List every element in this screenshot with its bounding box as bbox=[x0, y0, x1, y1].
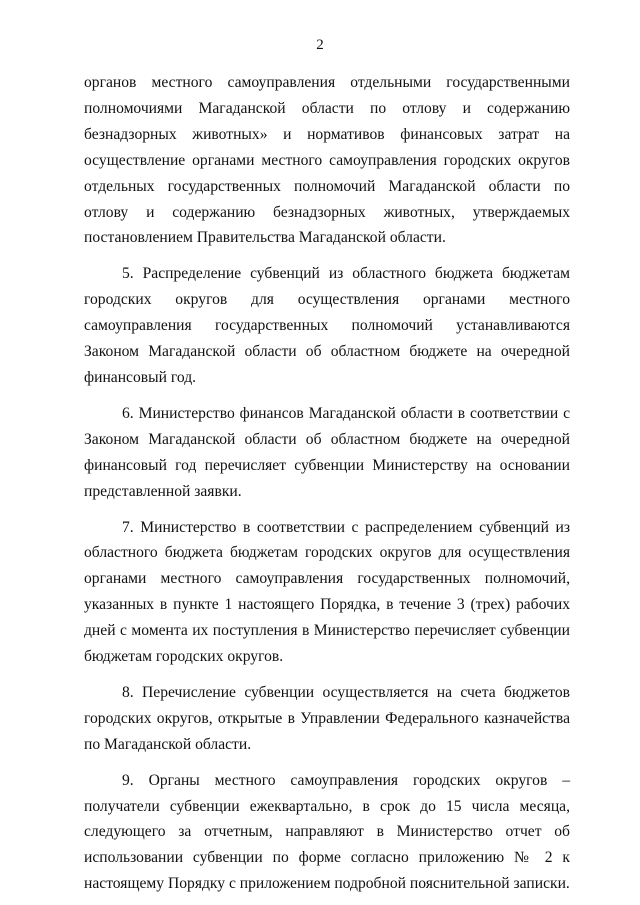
paragraph-continuation: органов местного самоуправления отдельными государственными полномочиями Магаданской области по отлову и содержанию безнадзорных животных» и нормативов финансовых затрат на осуществление органами местного самоуправления городских округов отдельных государственных полномочий Магаданской области по отлову и содержанию безнадзорных животных, утверждаемых постановлением Правительства Магаданской области. bbox=[84, 74, 570, 247]
paragraph-item-8: 8. Перечисление субвенции осуществляется на счета бюджетов городских округов, открытые в Управлении Федерального казначейства по Магаданской области. bbox=[84, 683, 570, 753]
document-body bbox=[84, 70, 570, 897]
paragraph-item-9: 9. Органы местного самоуправления городских округов – получатели субвенции ежеквартально, в срок до 15 числа месяца, следующего за отчетным, направляют в Министерство отчет об использовании субвенции по форме согласно приложению № 2 к настоящему Порядку с приложением подробной пояснительной записки. bbox=[84, 771, 570, 893]
page-number: 2 bbox=[316, 37, 324, 53]
paragraph-item-6: 6. Министерство финансов Магаданской области в соответствии с Законом Магаданской области об областном бюджете на очередной финансовый год перечисляет субвенции Министерству на основании представленной заявки. bbox=[84, 404, 570, 500]
paragraph-item-7: 7. Министерство в соответствии с распределением субвенций из областного бюджета бюджетам городских округов для осуществления органами местного самоуправления государственных полномочий, указанных в пункте 1 настоящего Порядка, в течение 3 (трех) рабочих дней с момента их поступления в Министерство перечисляет субвенции бюджетам городских округов. bbox=[84, 518, 570, 666]
paragraph-item-5: 5. Распределение субвенций из областного бюджета бюджетам городских округов для осуществления органами местного самоуправления государственных полномочий устанавливаются Законом Магаданской области об областном бюджете на очередной финансовый год. bbox=[84, 265, 570, 386]
